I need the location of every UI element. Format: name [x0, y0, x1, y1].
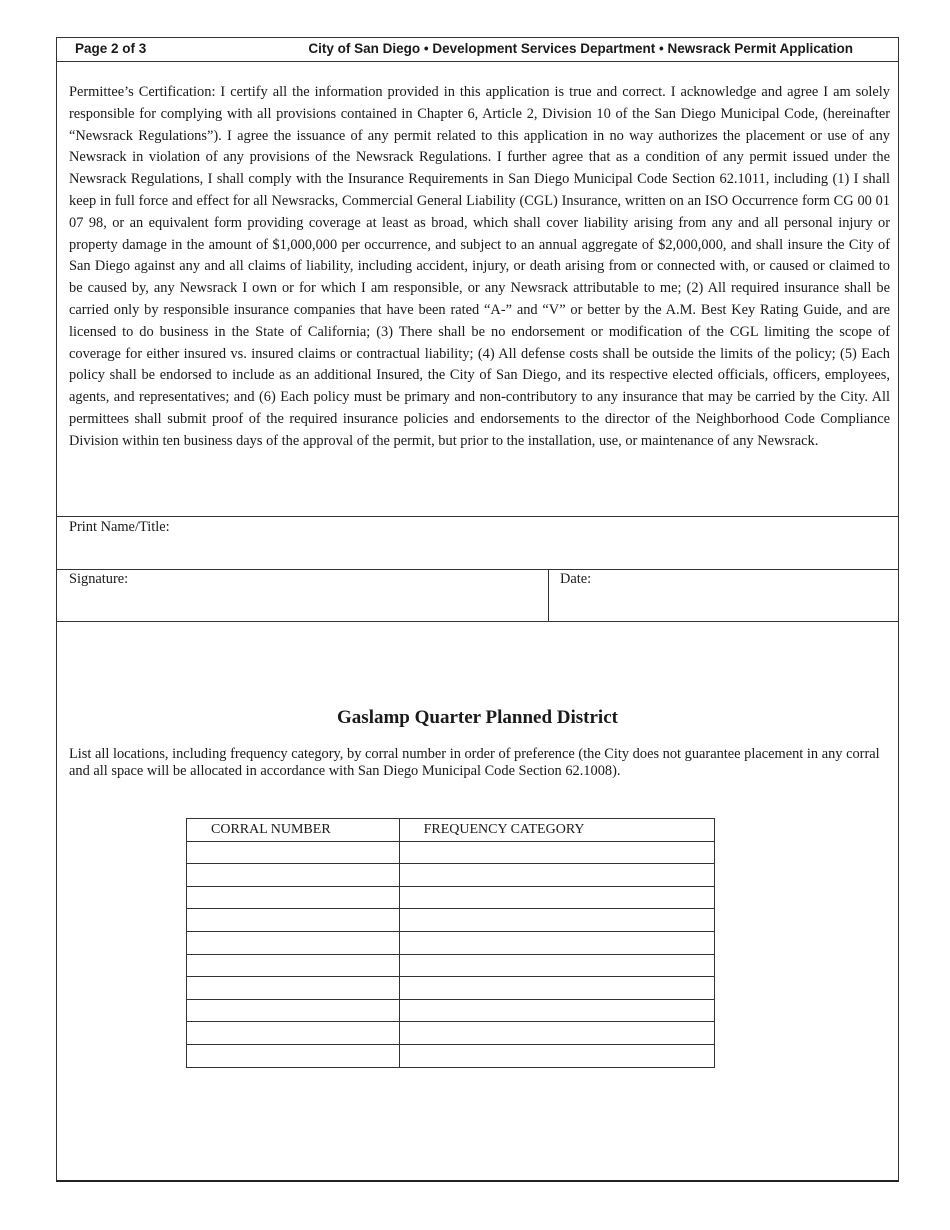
corral-number-cell[interactable] [187, 841, 400, 864]
frequency-category-header: FREQUENCY CATEGORY [399, 819, 714, 842]
table-row [187, 977, 715, 1000]
frequency-category-cell[interactable] [399, 909, 714, 932]
section-title: Gaslamp Quarter Planned District [337, 707, 618, 728]
table-header-row [187, 819, 715, 842]
table-row [187, 841, 715, 864]
corral-number-cell[interactable] [187, 977, 400, 1000]
corral-number-cell[interactable] [187, 1044, 400, 1067]
frequency-category-cell[interactable] [399, 886, 714, 909]
frequency-category-cell[interactable] [399, 977, 714, 1000]
print-name-title-field[interactable] [57, 517, 898, 568]
corral-number-cell[interactable] [187, 909, 400, 932]
table-row [187, 1022, 715, 1045]
table-row [187, 864, 715, 887]
corral-number-cell[interactable] [187, 864, 400, 887]
corral-number-header: CORRAL NUMBER [187, 819, 400, 842]
table-row [187, 999, 715, 1022]
page-header [57, 38, 898, 62]
signature-label: Signature: [69, 571, 129, 587]
corral-instructions: List all locations, including frequency category, by corral number in order of preference (the City does not guarantee placement in any corral and all space will be allocated in accordance with San Diego Municipal Code Section 62.1008). [69, 746, 880, 779]
date-field[interactable] [549, 570, 899, 621]
frequency-category-cell[interactable] [399, 841, 714, 864]
date-label: Date: [560, 571, 592, 587]
frequency-category-cell[interactable] [399, 954, 714, 977]
corral-number-cell[interactable] [187, 1022, 400, 1045]
table-row [187, 931, 715, 954]
corral-number-cell[interactable] [187, 954, 400, 977]
frequency-category-cell[interactable] [399, 1044, 714, 1067]
corral-number-cell[interactable] [187, 886, 400, 909]
permittee-certification-text: Permittee’s Certification: I certify all the information provided in this application is true and correct. I acknowledge and agree I am solely responsible for complying with all provisions contained in Chapter 6, Article 2, Division 10 of the San Diego Municipal Code, (hereinafter “Newsrack Regulations”). I agree the issuance of any permit related to this application in no way authorizes the placement or use of any Newsrack in violation of any provisions of the Newsrack Regulations. I further agree that as a condition of any permit issued under the Newsrack Regulations, I shall comply with the Insurance Requirements in San Diego Municipal Code Section 62.1011, including (1) I shall keep in full force and effect for all Newsracks, Commercial General Liability (CGL) Insurance, written on an ISO Occurrence form CG 00 01 07 98, or an equivalent form providing coverage at least as broad, which shall cover liability arising from any and all personal injury or property damage in the amount of $1,000,000 per occurrence, and subject to an annual aggregate of $2,000,000, and shall insure the City of San Diego against any and all claims of liability, including accident, injury, or death arising from or connected with, or caused or claimed to be caused by, any Newsrack I own or for which I am responsible, or any Newsrack attributable to me; (2) All required insurance shall be carried only by responsible insurance companies that have been rated “A-” and “V” or better by the A.M. Best Key Rating Guide, and are licensed to do business in the State of California; (3) There shall be no endorsement or modification of the CGL limiting the scope of coverage for either insured vs. insured claims or contractual liability; (4) All defense costs shall be outside the limits of the policy; (5) Each policy shall be endorsed to include as an additional Insured, the City of San Diego, and its respective elected officials, officers, employees, agents, and representatives; and (6) Each policy must be primary and non-contributory to any insurance that may be carried by the City. All permittees shall submit proof of the required insurance policies and endorsements to the director of the Neighborhood Code Compliance Division within ten business days of the approval of the permit, but prior to the installation, use, or maintenance of any Newsrack. [69, 84, 890, 449]
frequency-category-cell[interactable] [399, 864, 714, 887]
frequency-category-cell[interactable] [399, 999, 714, 1022]
divider [57, 621, 898, 622]
print-name-title-label: Print Name/Title: [69, 519, 170, 535]
permit-form-page [56, 37, 899, 1182]
table-row [187, 909, 715, 932]
table-row [187, 886, 715, 909]
table-row [187, 954, 715, 977]
corral-number-cell[interactable] [187, 931, 400, 954]
table-row [187, 1044, 715, 1067]
frequency-category-cell[interactable] [399, 1022, 714, 1045]
signature-field[interactable] [57, 570, 548, 621]
page-number: Page 2 of 3 [75, 41, 147, 56]
form-title: City of San Diego • Development Services Department • Newsrack Permit Application [308, 41, 853, 56]
corral-preference-table [186, 818, 715, 1068]
frequency-category-cell[interactable] [399, 931, 714, 954]
corral-number-cell[interactable] [187, 999, 400, 1022]
